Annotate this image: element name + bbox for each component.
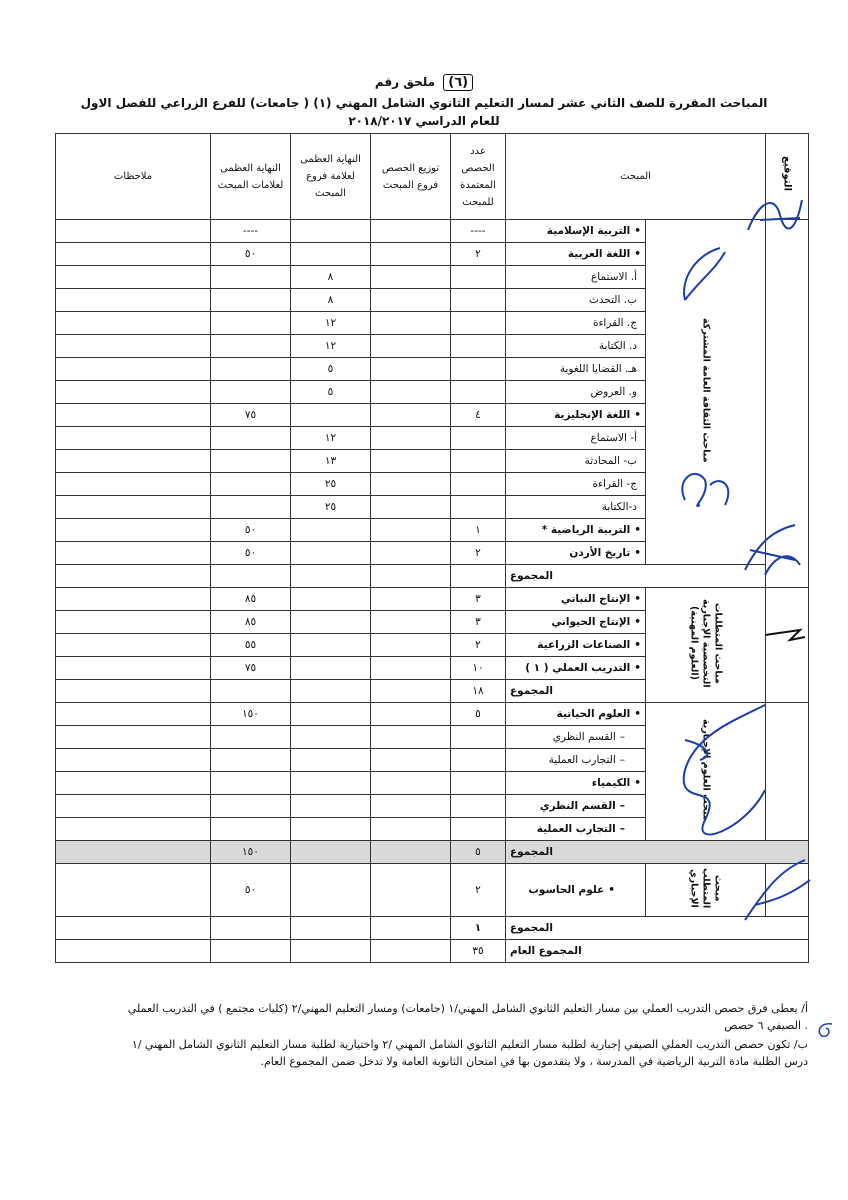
distribution-cell bbox=[371, 381, 451, 404]
distribution-cell bbox=[371, 473, 451, 496]
notes-cell bbox=[56, 940, 211, 963]
notes-cell bbox=[56, 657, 211, 680]
notes-cell bbox=[56, 726, 211, 749]
subject-cell bbox=[506, 749, 646, 772]
distribution-cell bbox=[371, 220, 451, 243]
notes-cell bbox=[56, 450, 211, 473]
distribution-cell bbox=[371, 818, 451, 841]
grand-total-row bbox=[56, 940, 809, 963]
distribution-cell bbox=[371, 726, 451, 749]
subject-cell bbox=[506, 795, 646, 818]
notes-cell bbox=[56, 864, 211, 917]
document-title: المباحث المقررة للصف الثاني عشر لمسار التعليم الثانوي الشامل المهني (١) ( جامعات) للفرع الزراعي للفصل الاول bbox=[80, 96, 768, 110]
branch-max-cell bbox=[291, 542, 371, 565]
subject-cell bbox=[506, 450, 646, 473]
hours-cell: ٣٥ bbox=[451, 940, 506, 963]
bullet-marker: – bbox=[619, 800, 625, 812]
distribution-cell bbox=[371, 496, 451, 519]
subject-max-cell bbox=[211, 427, 291, 450]
total-label: المجموع bbox=[506, 565, 766, 588]
subject-cell bbox=[506, 864, 646, 917]
hours-cell bbox=[451, 726, 506, 749]
branch-max-cell: ٨ bbox=[291, 289, 371, 312]
notes-cell bbox=[56, 243, 211, 266]
subject-max-cell bbox=[211, 680, 291, 703]
distribution-cell bbox=[371, 841, 451, 864]
subject-name: التربية الإسلامية bbox=[546, 225, 631, 237]
notes-cell bbox=[56, 795, 211, 818]
subject-max-cell: ٥٠ bbox=[211, 519, 291, 542]
annex-text: ملحق رقم bbox=[374, 75, 436, 89]
hours-cell bbox=[451, 358, 506, 381]
branch-max-cell: ٥ bbox=[291, 358, 371, 381]
hours-cell: ---- bbox=[451, 220, 506, 243]
distribution-cell bbox=[371, 427, 451, 450]
branch-max-cell: ٨ bbox=[291, 266, 371, 289]
footnote-a-line2: . الصيفي ٦ حصص bbox=[724, 1019, 808, 1032]
branch-max-cell bbox=[291, 940, 371, 963]
group-label-text: مبحث المتطلب الإجباري bbox=[688, 867, 724, 909]
notes-cell bbox=[56, 841, 211, 864]
subject-name: أ- الاستماع bbox=[590, 432, 637, 444]
distribution-cell bbox=[371, 864, 451, 917]
branch-max-cell bbox=[291, 703, 371, 726]
distribution-cell bbox=[371, 772, 451, 795]
branch-max-cell bbox=[291, 519, 371, 542]
footnote-b bbox=[60, 1036, 808, 1070]
branch-max-cell bbox=[291, 657, 371, 680]
hours-cell bbox=[451, 450, 506, 473]
distribution-cell bbox=[371, 404, 451, 427]
bullet-marker: – bbox=[619, 731, 625, 743]
bullet-marker: • bbox=[634, 593, 641, 605]
subject-cell bbox=[506, 519, 646, 542]
subject-name: ج- القراءة bbox=[592, 478, 637, 490]
table-row bbox=[56, 864, 809, 917]
bullet-marker: • bbox=[634, 777, 641, 789]
table-header-row bbox=[56, 134, 809, 220]
hours-cell bbox=[451, 818, 506, 841]
subject-name: علوم الحاسوب bbox=[528, 884, 605, 896]
hours-cell bbox=[451, 312, 506, 335]
signature-cell bbox=[766, 703, 809, 841]
subject-cell bbox=[506, 312, 646, 335]
subject-cell bbox=[506, 588, 646, 611]
header-signature: التوقيع bbox=[766, 134, 809, 220]
notes-cell bbox=[56, 680, 211, 703]
subject-name: تاريخ الأردن bbox=[569, 547, 631, 559]
subject-cell bbox=[506, 726, 646, 749]
distribution-cell bbox=[371, 749, 451, 772]
branch-max-cell bbox=[291, 841, 371, 864]
distribution-cell bbox=[371, 680, 451, 703]
hours-cell bbox=[451, 381, 506, 404]
distribution-cell bbox=[371, 657, 451, 680]
total-row bbox=[56, 565, 809, 588]
hours-cell bbox=[451, 795, 506, 818]
notes-cell bbox=[56, 312, 211, 335]
hours-cell: ١٨ bbox=[451, 680, 506, 703]
distribution-cell bbox=[371, 289, 451, 312]
subject-max-cell: ٨٥ bbox=[211, 611, 291, 634]
distribution-cell bbox=[371, 266, 451, 289]
branch-max-cell bbox=[291, 749, 371, 772]
subject-max-cell: ٨٥ bbox=[211, 588, 291, 611]
branch-max-cell bbox=[291, 404, 371, 427]
branch-max-cell bbox=[291, 917, 371, 940]
subject-cell bbox=[506, 657, 646, 680]
subject-cell bbox=[506, 335, 646, 358]
branch-max-cell: ١٢ bbox=[291, 312, 371, 335]
subject-max-cell bbox=[211, 335, 291, 358]
subject-max-cell bbox=[211, 749, 291, 772]
hours-cell bbox=[451, 266, 506, 289]
hours-cell: ١٠ bbox=[451, 657, 506, 680]
subject-name: القسم النظري bbox=[539, 800, 616, 812]
subject-cell bbox=[506, 427, 646, 450]
hours-cell bbox=[451, 772, 506, 795]
subject-max-cell: ١٥٠ bbox=[211, 841, 291, 864]
distribution-cell bbox=[371, 634, 451, 657]
distribution-cell bbox=[371, 243, 451, 266]
hours-cell: ٥ bbox=[451, 703, 506, 726]
branch-max-cell bbox=[291, 243, 371, 266]
hours-cell: ٤ bbox=[451, 404, 506, 427]
branch-max-cell bbox=[291, 772, 371, 795]
subject-max-cell bbox=[211, 917, 291, 940]
hours-cell bbox=[451, 473, 506, 496]
distribution-cell bbox=[371, 335, 451, 358]
subject-name: ب- المحادثة bbox=[584, 455, 637, 467]
hours-cell bbox=[451, 565, 506, 588]
subject-max-cell bbox=[211, 940, 291, 963]
notes-cell bbox=[56, 588, 211, 611]
notes-cell bbox=[56, 611, 211, 634]
notes-cell bbox=[56, 266, 211, 289]
distribution-cell bbox=[371, 312, 451, 335]
subject-name: الصناعات الزراعية bbox=[537, 639, 631, 651]
hours-cell: ١ bbox=[451, 917, 506, 940]
branch-max-cell bbox=[291, 565, 371, 588]
table-row bbox=[56, 588, 809, 611]
subject-max-cell bbox=[211, 726, 291, 749]
hours-cell: ١ bbox=[451, 519, 506, 542]
notes-cell bbox=[56, 703, 211, 726]
total-label: المجموع bbox=[506, 841, 809, 864]
subject-cell bbox=[506, 772, 646, 795]
distribution-cell bbox=[371, 542, 451, 565]
group-label bbox=[646, 588, 766, 703]
subject-name: الكيمياء bbox=[591, 777, 631, 789]
distribution-cell bbox=[371, 588, 451, 611]
subject-max-cell bbox=[211, 818, 291, 841]
subject-max-cell bbox=[211, 795, 291, 818]
branch-max-cell: ١٢ bbox=[291, 335, 371, 358]
subject-max-cell bbox=[211, 496, 291, 519]
subject-max-cell: ٧٥ bbox=[211, 657, 291, 680]
footnote-b-line2: درس الطلبة مادة التربية الرياضية في المدرسة ، ولا يتقدمون بها في امتحان الثانوية العامة ولا تدخل ضمن المجموع العام. bbox=[260, 1055, 808, 1068]
grand-total-label: المجموع العام bbox=[506, 940, 809, 963]
total-label: المجموع bbox=[506, 917, 809, 940]
bullet-marker: • bbox=[634, 708, 641, 720]
annex-label bbox=[0, 74, 848, 91]
subject-cell bbox=[506, 220, 646, 243]
notes-cell bbox=[56, 427, 211, 450]
table-row bbox=[56, 703, 809, 726]
subject-name: التدريب العملي ( ١ ) bbox=[525, 662, 631, 674]
header-subject-max: النهاية العظمى لعلامات المبحث bbox=[211, 134, 291, 220]
branch-max-cell bbox=[291, 680, 371, 703]
distribution-cell bbox=[371, 611, 451, 634]
signature-cell bbox=[766, 588, 809, 703]
branch-max-cell bbox=[291, 588, 371, 611]
group-label bbox=[646, 864, 766, 917]
subject-name: العلوم الحياتية bbox=[556, 708, 631, 720]
bullet-marker: • bbox=[634, 662, 641, 674]
notes-cell bbox=[56, 220, 211, 243]
notes-cell bbox=[56, 565, 211, 588]
subject-name: هـ. القضايا اللغوية bbox=[559, 363, 637, 375]
subject-name: التربية الرياضية * bbox=[541, 524, 631, 536]
subject-name: اللغة الإنجليزية bbox=[554, 409, 631, 421]
hours-cell: ٣ bbox=[451, 611, 506, 634]
branch-max-cell: ١٢ bbox=[291, 427, 371, 450]
distribution-cell bbox=[371, 940, 451, 963]
subject-cell bbox=[506, 289, 646, 312]
bullet-marker: • bbox=[634, 524, 641, 536]
bullet-marker: • bbox=[634, 248, 641, 260]
subject-max-cell: ٥٠ bbox=[211, 864, 291, 917]
subject-cell bbox=[506, 243, 646, 266]
branch-max-cell bbox=[291, 726, 371, 749]
subject-max-cell bbox=[211, 312, 291, 335]
hours-cell: ٢ bbox=[451, 542, 506, 565]
subject-name: أ. الاستماع bbox=[591, 271, 637, 283]
footnote-a bbox=[60, 1000, 808, 1034]
annex-number: (٦) bbox=[443, 74, 473, 91]
branch-max-cell: ٢٥ bbox=[291, 473, 371, 496]
subject-max-cell: ---- bbox=[211, 220, 291, 243]
hours-cell bbox=[451, 496, 506, 519]
notes-cell bbox=[56, 289, 211, 312]
branch-max-cell bbox=[291, 864, 371, 917]
hours-cell: ٢ bbox=[451, 243, 506, 266]
header-hours: عدد الحصص المعتمدة للمبحث bbox=[451, 134, 506, 220]
subject-cell bbox=[506, 473, 646, 496]
bullet-marker: • bbox=[634, 409, 641, 421]
header-notes: ملاحظات bbox=[56, 134, 211, 220]
bullet-marker: • bbox=[634, 225, 641, 237]
subject-max-cell: ٧٥ bbox=[211, 404, 291, 427]
subject-cell bbox=[506, 542, 646, 565]
group-label-text: مبحث العلوم الإجبارية bbox=[700, 718, 712, 821]
group-label-text: مباحث المتطلبات التخصصية الإجبارية (العلوم المهنية) bbox=[688, 598, 724, 688]
notes-cell bbox=[56, 634, 211, 657]
bullet-marker: • bbox=[634, 616, 641, 628]
distribution-cell bbox=[371, 795, 451, 818]
subject-max-cell: ٥٠ bbox=[211, 542, 291, 565]
total-row bbox=[56, 841, 809, 864]
subject-max-cell bbox=[211, 266, 291, 289]
subject-max-cell bbox=[211, 450, 291, 473]
subject-cell bbox=[506, 496, 646, 519]
notes-cell bbox=[56, 335, 211, 358]
document-subtitle: للعام الدراسي ٢٠١٨/٢٠١٧ bbox=[348, 114, 500, 128]
notes-cell bbox=[56, 917, 211, 940]
distribution-cell bbox=[371, 519, 451, 542]
header-branch-max: النهاية العظمى لعلامة فروع المبحث bbox=[291, 134, 371, 220]
group-label bbox=[646, 220, 766, 565]
branch-max-cell bbox=[291, 634, 371, 657]
notes-cell bbox=[56, 496, 211, 519]
hours-cell bbox=[451, 335, 506, 358]
distribution-cell bbox=[371, 450, 451, 473]
bullet-marker: – bbox=[619, 754, 625, 766]
subject-cell bbox=[506, 634, 646, 657]
notes-cell bbox=[56, 749, 211, 772]
subject-cell bbox=[506, 818, 646, 841]
subject-max-cell bbox=[211, 358, 291, 381]
notes-cell bbox=[56, 381, 211, 404]
total-label: المجموع bbox=[506, 680, 646, 703]
notes-cell bbox=[56, 542, 211, 565]
signature-cell bbox=[766, 864, 809, 917]
subject-cell bbox=[506, 381, 646, 404]
branch-max-cell: ٢٥ bbox=[291, 496, 371, 519]
branch-max-cell bbox=[291, 818, 371, 841]
subject-name: القسم النظري bbox=[552, 731, 616, 743]
subject-name: الإنتاج النباتي bbox=[560, 593, 631, 605]
subject-max-cell bbox=[211, 772, 291, 795]
branch-max-cell bbox=[291, 795, 371, 818]
notes-cell bbox=[56, 818, 211, 841]
subject-cell bbox=[506, 611, 646, 634]
distribution-cell bbox=[371, 703, 451, 726]
subject-cell bbox=[506, 358, 646, 381]
subject-name: د-الكتابة bbox=[601, 501, 637, 513]
subject-name: ب. التحدث bbox=[588, 294, 637, 306]
table-row bbox=[56, 220, 809, 243]
subject-name: و. العروض bbox=[590, 386, 637, 398]
subject-max-cell: ١٥٠ bbox=[211, 703, 291, 726]
header-distribution: توزيع الحصص فروع المبحث bbox=[371, 134, 451, 220]
margin-mark bbox=[812, 1020, 836, 1040]
footnote-a-line1: أ/ يعطى فرق حصص التدريب العملي بين مسار التعليم الثانوي الشامل المهني/١ (جامعات) ومسار التعليم المهني/٢ (كليات مجتمع ) في التدريب العملي bbox=[127, 1002, 808, 1015]
notes-cell bbox=[56, 519, 211, 542]
bullet-marker: • bbox=[634, 639, 641, 651]
subject-name: التجارب العملية bbox=[548, 754, 616, 766]
branch-max-cell: ١٣ bbox=[291, 450, 371, 473]
header-subject: المبحث bbox=[506, 134, 766, 220]
bullet-marker: • bbox=[634, 547, 641, 559]
subject-name: التجارب العملية bbox=[536, 823, 616, 835]
group-label-text: مباحث الثقافة العامة المشتركة bbox=[700, 317, 712, 463]
subject-max-cell bbox=[211, 473, 291, 496]
total-row bbox=[56, 917, 809, 940]
footnote-b-line1: ب/ تكون حصص التدريب العملي الصيفي إجبارية لطلبة مسار التعليم الثانوي الشامل المهني /٢ واختيارية لطلبة مسار التعليم الثانوي الشامل المهني /١ bbox=[131, 1038, 808, 1051]
hours-cell: ٣ bbox=[451, 588, 506, 611]
subject-name: الإنتاج الحيواني bbox=[551, 616, 631, 628]
hours-cell: ٥ bbox=[451, 841, 506, 864]
subject-cell bbox=[506, 266, 646, 289]
subject-name: د. الكتابة bbox=[598, 340, 637, 352]
subject-max-cell: ٥٠ bbox=[211, 243, 291, 266]
hours-cell: ٢ bbox=[451, 864, 506, 917]
hours-cell bbox=[451, 289, 506, 312]
hours-cell bbox=[451, 749, 506, 772]
subject-max-cell bbox=[211, 565, 291, 588]
notes-cell bbox=[56, 404, 211, 427]
subject-max-cell bbox=[211, 381, 291, 404]
subject-cell bbox=[506, 404, 646, 427]
signature-cell bbox=[766, 220, 809, 588]
branch-max-cell bbox=[291, 611, 371, 634]
branch-max-cell: ٥ bbox=[291, 381, 371, 404]
notes-cell bbox=[56, 358, 211, 381]
subject-name: ج. القراءة bbox=[592, 317, 637, 329]
distribution-cell bbox=[371, 565, 451, 588]
subject-name: اللغة العربية bbox=[567, 248, 631, 260]
subject-max-cell: ٥٥ bbox=[211, 634, 291, 657]
notes-cell bbox=[56, 772, 211, 795]
notes-cell bbox=[56, 473, 211, 496]
bullet-marker: • bbox=[608, 884, 615, 896]
branch-max-cell bbox=[291, 220, 371, 243]
group-label bbox=[646, 703, 766, 841]
subject-max-cell bbox=[211, 289, 291, 312]
distribution-cell bbox=[371, 917, 451, 940]
subject-cell bbox=[506, 703, 646, 726]
bullet-marker: – bbox=[619, 823, 625, 835]
hours-cell: ٢ bbox=[451, 634, 506, 657]
distribution-cell bbox=[371, 358, 451, 381]
hours-cell bbox=[451, 427, 506, 450]
subjects-table bbox=[55, 133, 809, 963]
